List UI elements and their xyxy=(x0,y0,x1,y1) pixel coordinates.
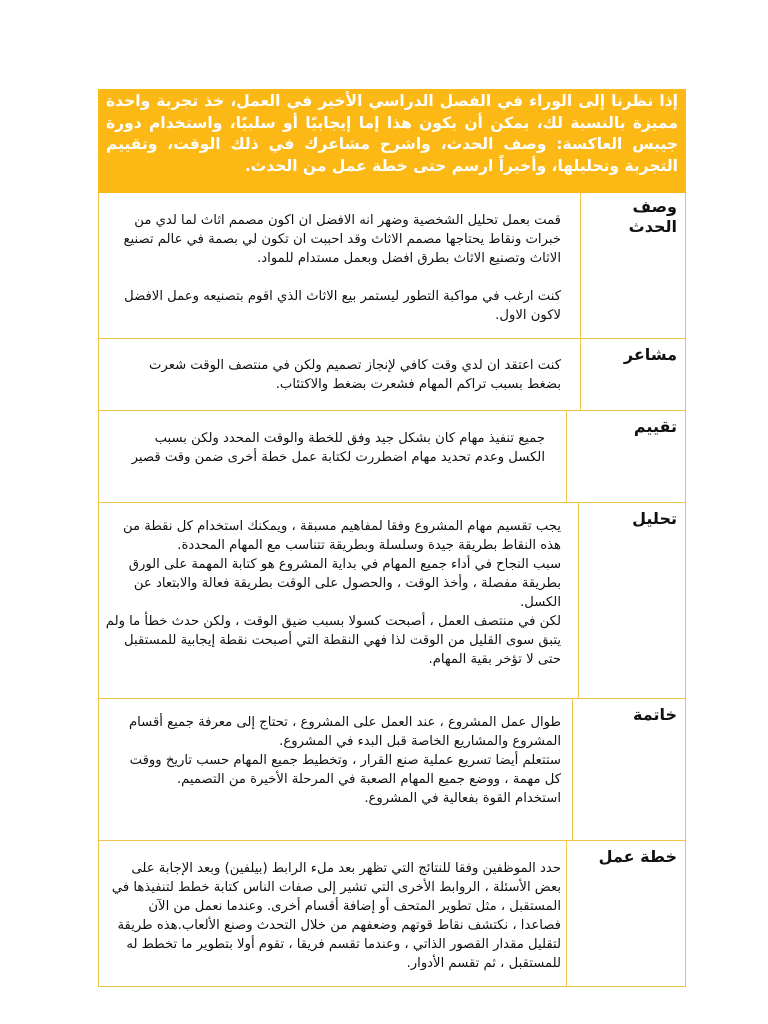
question-header: إذا نظرنا إلى الوراء في الفصل الدراسي الأخير في العمل، خذ تجربة واحدة مميزة بالنسبة لك، يمكن أن يكون هذا إما إيجابيًا أو سلبيًا، واستخدام دورة جيبس العاكسة: وصف الحدث، واشرح مشاعرك في ذلك الوقت، وتقييم التجربة وتحليلها، وأخيراً ارسم حتى خطة عمل من الحدث. xyxy=(98,89,686,193)
row-label: مشاعر xyxy=(623,345,677,364)
column-divider xyxy=(578,503,579,698)
row-feelings xyxy=(98,339,686,411)
row-text: طوال عمل المشروع ، عند العمل على المشروع ، تحتاج إلى معرفة جميع أقسام المشروع والمشاريع الخاصة قبل البدء في المشروع. ستتعلم أيضا تسريع عملية صنع القرار ، وتخطيط جميع المهام حسب تاريخ ووقت كل مهمة ، ووضع جميع المهام الصعبة في المرحلة الأخيرة من التصميم. استخدام القوة بفعالية في المشروع. xyxy=(129,715,561,806)
row-event-description xyxy=(98,193,686,339)
row-text: جميع تنفيذ مهام كان بشكل جيد وفق للخطة والوقت المحدد ولكن بسبب الكسل وعدم تحديد مهام اضطررت لكتابة عمل خطة أخرى ضمن وقت قصير xyxy=(131,431,545,465)
row-label: تقييم xyxy=(633,417,677,436)
row-conclusion xyxy=(98,699,686,841)
row-text: حدد الموظفين وفقا للنتائج التي تظهر بعد ملء الرابط (بيلفين) وبعد الإجابة على بعض الأسئلة ، الروابط الأخرى التي تشير إلى صفات الناس كتابة خطط لتنفيذها في المستقبل ، مثل تطوير المتحف أو إضافة أقسام أخرى. وعندما نعمل من الآن فصاعدا ، نكتشف نقاط قوتهم وضعفهم من خلال التحدث وصنع الألعاب.هذه طريقة لتقليل مقدار القصور الذاتي ، وعندما تقسم فريقا ، تقوم أولا بتطوير ما تخطط له للمستقبل ، ثم تقسم الأدوار. xyxy=(111,861,561,971)
row-label: تحليل xyxy=(632,509,677,528)
row-label: خطة عمل xyxy=(598,847,677,866)
row-text: يجب تقسيم مهام المشروع وفقا لمفاهيم مسبقة ، ويمكنك استخدام كل نقطة من هذه النقاط بطريقة جيدة وسلسلة وبطريقة تتناسب مع المهام المحددة. سبب النجاح في أداء جميع المهام في بداية المشروع هو كتابة المهمة على الورق بطريقة مفصلة ، وأخذ الوقت ، والحصول على الوقت بطريقة فعالة والابتعاد عن الكسل. لكن في منتصف العمل ، أصبحت كسولا بسبب ضيق الوقت ، ولكن حدث خطأ ما ولم يتبق سوى القليل من الوقت لذا فهي النقطة التي أصبحت نقطة إيجابية للمستقبل حتى لا تؤخر بقية المهام. xyxy=(105,519,561,667)
column-divider xyxy=(572,699,573,840)
column-divider xyxy=(580,193,581,338)
column-divider xyxy=(580,339,581,410)
row-text: كنت اعتقد ان لدي وقت كافي لإنجاز تصميم ولكن في منتصف الوقت شعرت بضغط بسبب تراكم المهام فشعرت بضغط والاكتئاب. xyxy=(149,358,561,392)
row-text: قمت بعمل تحليل الشخصية وضهر انه الافضل ان اكون مصمم اثاث لما لدي من خبرات ونقاط يحتاجها مصمم الاثاث وقد احببت ان تكون لي بصمة في عالم تصنيع الاثاث وتصنيع الاثاث بطرق افضل وبعمل مستدام للمواد. كنت ارغب في مواكبة التطور ليستمر بيع الاثاث الذي اقوم بتصنيعه وعمل الافضل لاكون الاول. xyxy=(123,213,561,323)
row-evaluation xyxy=(98,411,686,503)
row-label: خاتمة xyxy=(633,705,677,724)
column-divider xyxy=(566,411,567,502)
row-action-plan xyxy=(98,841,686,987)
document-page xyxy=(98,89,686,987)
row-analysis xyxy=(98,503,686,699)
column-divider xyxy=(566,841,567,986)
row-label: وصف الحدث xyxy=(628,197,677,236)
